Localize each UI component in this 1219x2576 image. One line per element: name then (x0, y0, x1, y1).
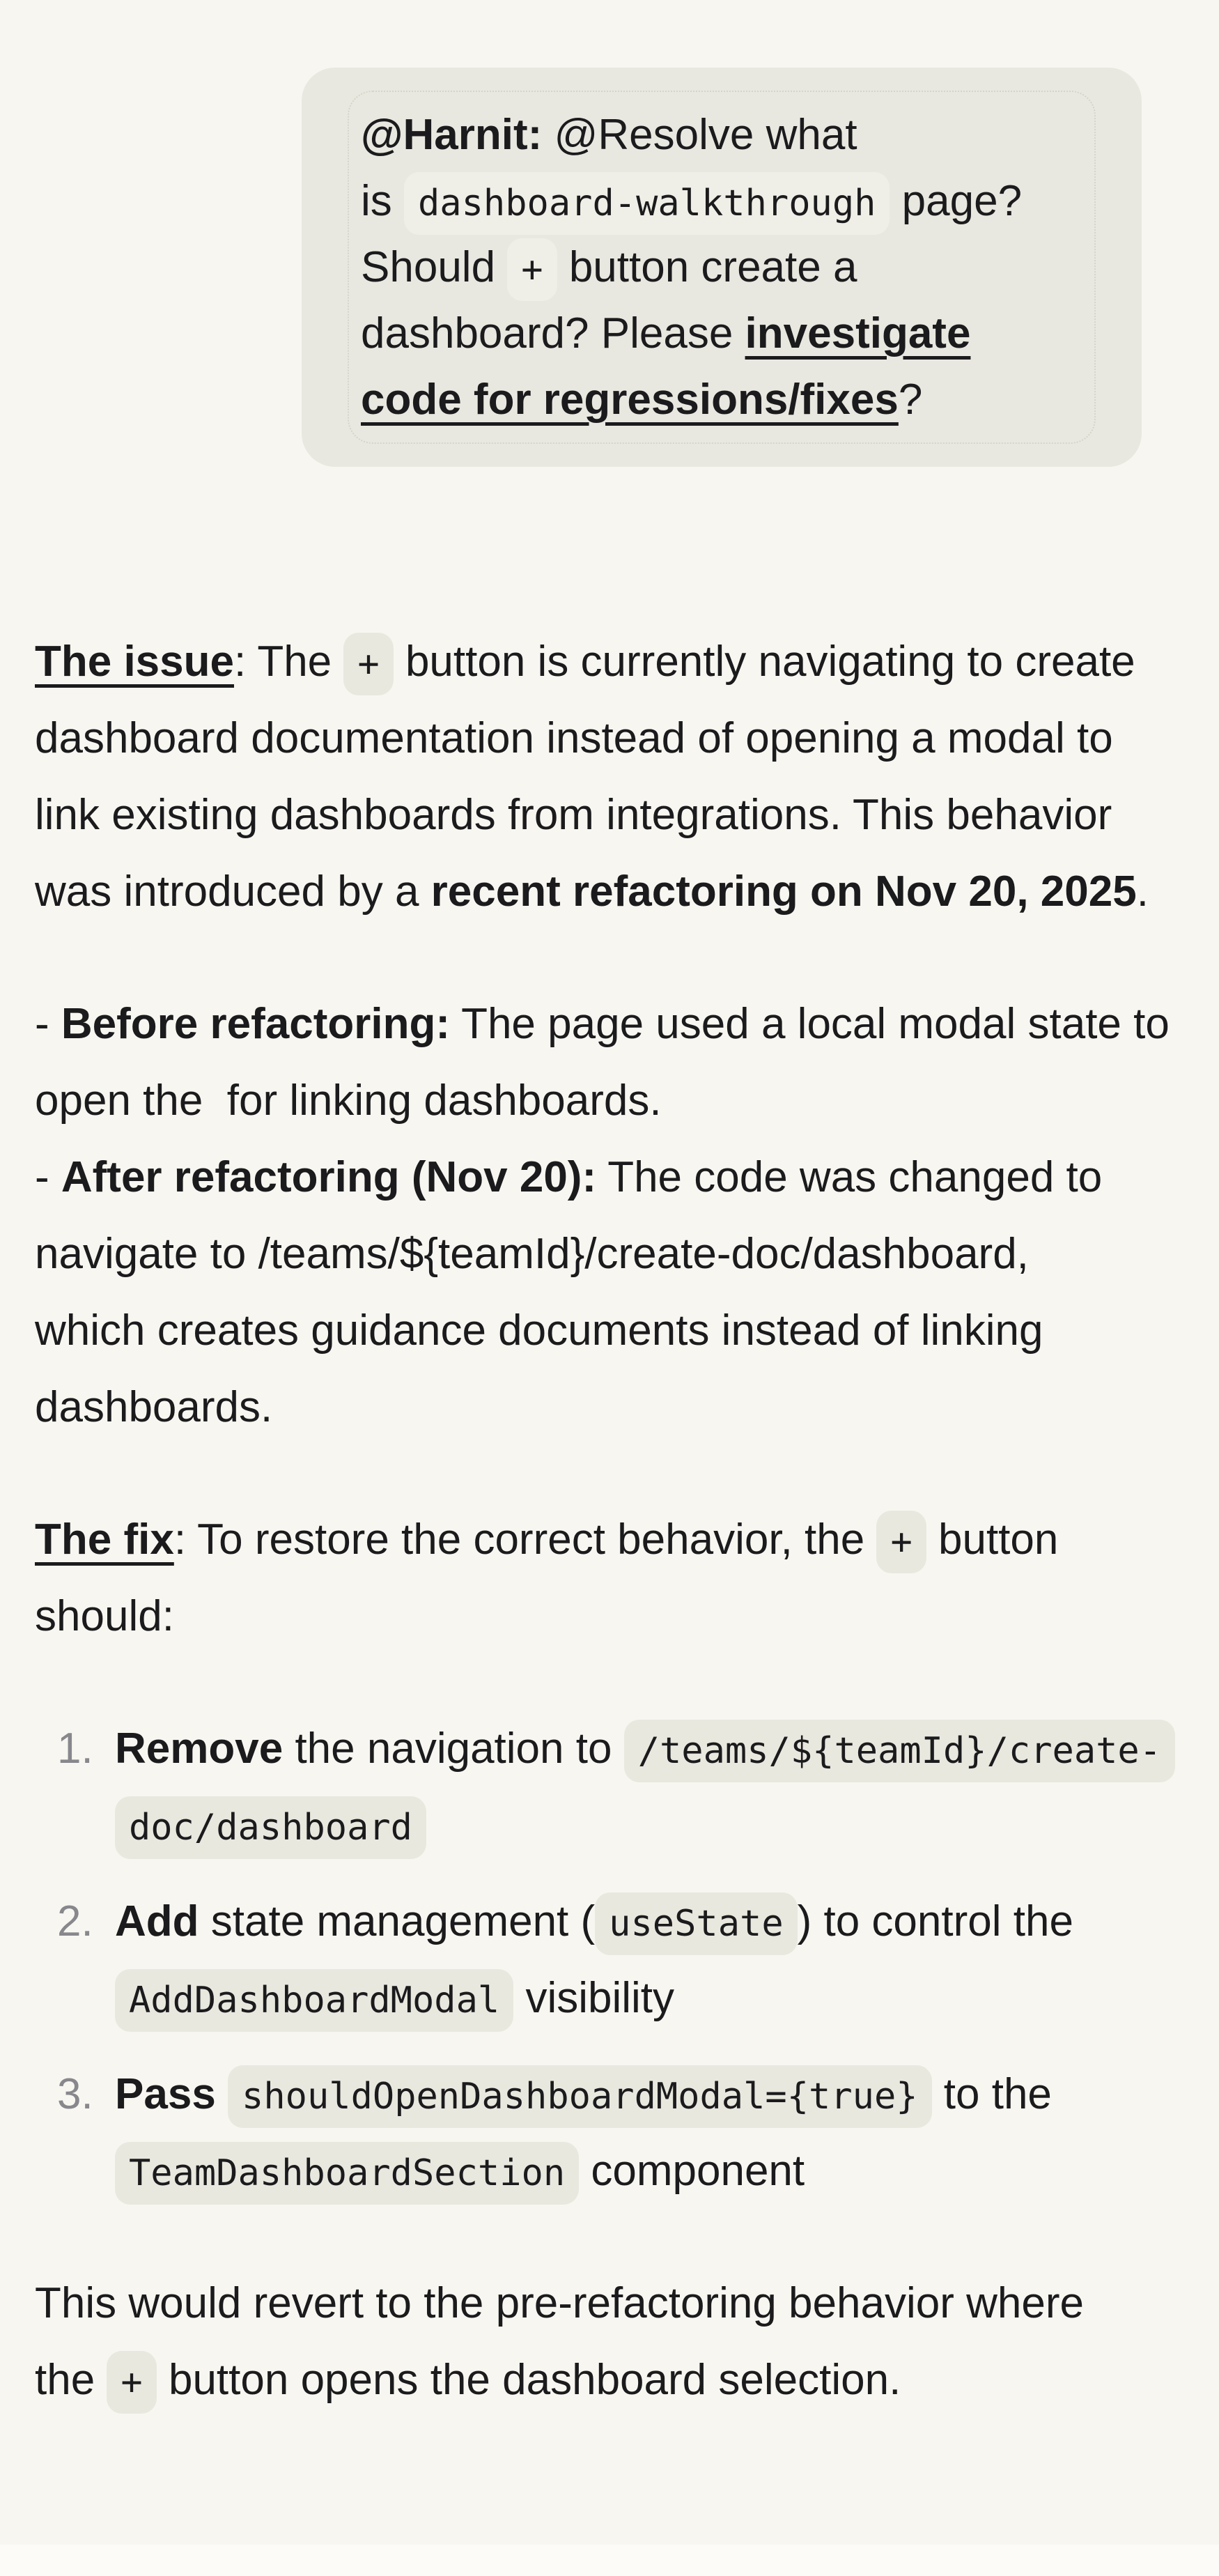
text-run: button opens the dashboard selection. (156, 2356, 901, 2404)
text-run: This would revert to the pre-refactoring behavior where (35, 2279, 1084, 2327)
text-run: : To restore the correct behavior, the (173, 1515, 877, 1564)
heading-emphasis: The fix (35, 1515, 174, 1564)
list-marker: 2. (57, 1897, 93, 1945)
code-chip: doc/dashboard (115, 1796, 426, 1859)
text-line (361, 234, 1082, 300)
text-run: dashboard documentation instead of opening a modal to (35, 714, 1113, 762)
bold-text: Remove (115, 1725, 284, 1773)
paragraph-conclusion (35, 2265, 1184, 2419)
list-item (35, 1711, 1184, 1864)
text-run: Should (361, 243, 508, 291)
text-run: to the (931, 2070, 1052, 2118)
text-line (361, 300, 1082, 367)
text-run: - (35, 1153, 61, 1201)
text-line (115, 2056, 1184, 2133)
code-chip: TeamDashboardSection (115, 2142, 579, 2205)
code-chip: + (107, 2351, 156, 2414)
text-line (35, 986, 1184, 1063)
text-line (115, 2133, 1184, 2209)
code-chip: + (343, 633, 393, 695)
bold-text: recent refactoring on Nov 20, 2025 (430, 867, 1137, 916)
bottom-fade (0, 2545, 1219, 2576)
text-run: . (1136, 867, 1149, 916)
text-run: The code was changed to (596, 1153, 1103, 1201)
text-line (35, 624, 1184, 700)
code-chip: /teams/${teamId}/create- (624, 1720, 1175, 1782)
bold-text: Before refactoring: (61, 1000, 450, 1048)
text-run (216, 2070, 228, 2118)
assistant-response (35, 624, 1184, 2419)
text-run: The page used a local modal state to (449, 1000, 1170, 1048)
text-run: @Resolve what (542, 111, 857, 159)
text-line (35, 1369, 1184, 1446)
paragraph-fix (35, 1502, 1184, 1655)
heading-emphasis: The issue (35, 638, 234, 686)
code-chip: AddDashboardModal (115, 1969, 513, 2032)
text-line (361, 367, 1082, 433)
text-run: is (361, 177, 404, 225)
text-run: should: (35, 1592, 174, 1640)
text-line (115, 1883, 1184, 1960)
user-message (348, 91, 1096, 444)
text-line (361, 168, 1082, 234)
text-run: navigate to /teams/${teamId}/create-doc/dashboard, (35, 1230, 1029, 1278)
text-run: - (35, 1000, 61, 1048)
text-line (35, 1063, 1184, 1139)
text-run: which creates guidance documents instead of linking (35, 1306, 1043, 1355)
text-run: : The (234, 638, 344, 686)
paragraph-issue (35, 624, 1184, 930)
text-line (35, 1502, 1184, 1578)
code-chip: shouldOpenDashboardModal={true} (228, 2065, 932, 2128)
text-run: ) to control the (797, 1897, 1073, 1945)
text-run: link existing dashboards from integrations. This behavior (35, 791, 1112, 839)
text-line (115, 1960, 1184, 2037)
investigate-link[interactable]: investigate (745, 309, 971, 357)
investigate-link[interactable]: code for regressions/fixes (361, 376, 899, 424)
list-item (35, 1883, 1184, 2037)
text-run: button (926, 1515, 1059, 1564)
text-line (35, 2265, 1184, 2342)
text-run: dashboards. (35, 1383, 273, 1431)
user-message-bubble (302, 68, 1142, 467)
text-line (35, 2342, 1184, 2419)
bold-text: Pass (115, 2070, 216, 2118)
text-line (35, 854, 1184, 930)
list-item-content (115, 1883, 1184, 2037)
numbered-list (35, 1711, 1184, 2209)
text-run: ? (898, 376, 923, 424)
text-line (35, 1578, 1184, 1655)
text-run: button create a (557, 243, 857, 291)
bullet-list (35, 986, 1184, 1446)
chat-surface (0, 68, 1219, 2419)
bold-text: After refactoring (Nov 20): (61, 1153, 597, 1201)
text-line (35, 1293, 1184, 1369)
text-run: component (579, 2147, 805, 2195)
list-marker: 1. (57, 1725, 93, 1773)
code-chip: dashboard-walkthrough (404, 172, 890, 235)
code-chip: useState (595, 1892, 797, 1955)
text-line (115, 1711, 1184, 1787)
text-run: page? (890, 177, 1023, 225)
list-item (35, 2056, 1184, 2209)
text-run: visibility (513, 1974, 675, 2022)
text-line (115, 1787, 1184, 1864)
text-run: state management ( (199, 1897, 596, 1945)
list-item-content (115, 2056, 1184, 2209)
code-chip: + (507, 238, 557, 301)
text-line (35, 1216, 1184, 1293)
text-run: dashboard? Please (361, 309, 745, 357)
text-line (35, 777, 1184, 854)
text-line (35, 1139, 1184, 1216)
code-chip: + (876, 1511, 926, 1573)
bold-text: @Harnit: (361, 111, 543, 159)
text-run: was introduced by a (35, 867, 431, 916)
text-line (35, 700, 1184, 777)
list-item-content (115, 1711, 1184, 1864)
text-run: button is currently navigating to create (393, 638, 1135, 686)
text-line (361, 102, 1082, 168)
bold-text: Add (115, 1897, 199, 1945)
text-run: open the for linking dashboards. (35, 1077, 662, 1125)
text-run: the navigation to (283, 1725, 624, 1773)
text-run: the (35, 2356, 107, 2404)
list-marker: 3. (57, 2070, 93, 2118)
